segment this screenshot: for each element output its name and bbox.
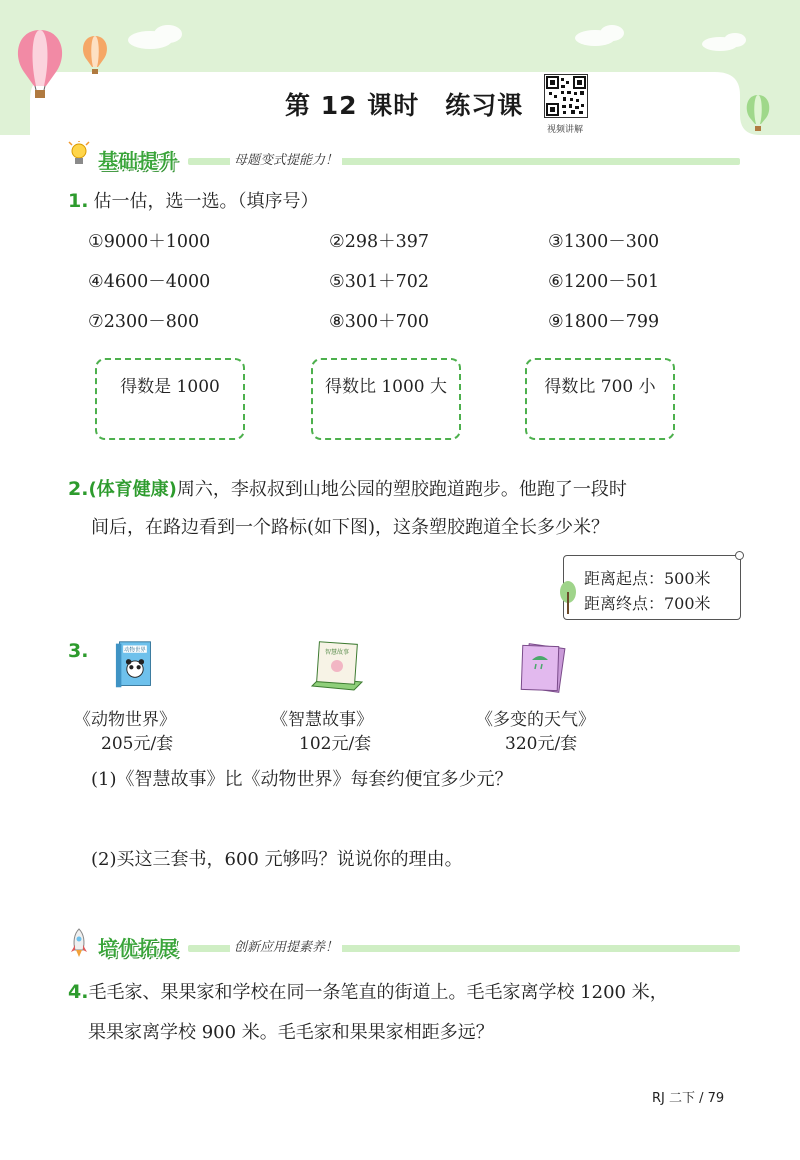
book-cover-title: 动物世界 — [124, 647, 146, 654]
option-8: ⑧300＋700 — [329, 312, 429, 332]
book-cover-title: 智慧故事 — [324, 649, 350, 656]
option-2: ②298＋397 — [329, 232, 429, 252]
option-4: ④4600－4000 — [88, 272, 211, 292]
book-name-3: 《多变的天气》 — [476, 710, 595, 730]
tree-icon — [552, 578, 584, 618]
sign-pin — [735, 551, 744, 560]
question-text-line1: 毛毛家、果果家和学校在同一条笔直的街道上。毛毛家离学校 1200 米， — [88, 982, 668, 1003]
qr-code-icon[interactable] — [544, 74, 588, 118]
box-label: 得数是 1000 — [120, 377, 220, 397]
question-number: 1. — [68, 190, 89, 212]
sign-start-distance: 距离起点：500米 — [584, 569, 711, 588]
option-3: ③1300－300 — [548, 232, 660, 252]
option-5: ⑤301＋702 — [329, 272, 429, 292]
question-number: 3. — [68, 640, 89, 662]
lightbulb-icon — [68, 141, 90, 171]
section-subtitle: 创新应用提素养！ — [230, 936, 342, 955]
book-price-1: 205元/套 — [101, 734, 174, 754]
question-text-line2: 间后，在路边看到一个路标(如下图)，这条塑胶跑道全长多少米？ — [91, 517, 610, 538]
book-changing-weather-icon — [516, 642, 572, 697]
question-3-part-1: (1)《智慧故事》比《动物世界》每套约便宜多少元？ — [91, 769, 513, 790]
sign-end-distance: 距离终点：700米 — [584, 594, 711, 613]
book-name-1: 《动物世界》 — [74, 710, 176, 730]
option-9: ⑨1800－799 — [548, 312, 660, 332]
answer-box-less-700[interactable] — [525, 358, 675, 440]
question-text: 估一估，选一选。（填序号） — [93, 191, 319, 212]
page-title: 第 12 课时 练习课 — [285, 91, 524, 120]
question-tag: (体育健康) — [88, 479, 177, 500]
answer-box-equals-1000[interactable] — [95, 358, 245, 440]
book-price-3: 320元/套 — [505, 734, 578, 754]
book-price-2: 102元/套 — [299, 734, 372, 754]
section-title: 基础提升 — [98, 149, 178, 173]
section-subtitle: 母题变式提能力！ — [230, 149, 342, 168]
page-number: RJ 二下 / 79 — [652, 1091, 725, 1106]
book-wisdom-stories-icon — [308, 640, 364, 695]
option-7: ⑦2300－800 — [88, 312, 200, 332]
question-4 — [68, 978, 668, 1004]
qr-caption: 视频讲解 — [546, 125, 583, 135]
question-text-line1: 周六，李叔叔到山地公园的塑胶跑道跑步。他跑了一段时 — [176, 479, 627, 500]
option-6: ⑥1200－501 — [548, 272, 660, 292]
question-2 — [68, 475, 627, 501]
book-animal-world-icon — [114, 640, 156, 690]
section-advanced-header — [68, 932, 740, 958]
question-text-line2: 果果家离学校 900 米。毛毛家和果果家相距多远？ — [88, 1022, 494, 1043]
answer-box-greater-1000[interactable] — [311, 358, 461, 440]
section-basic-header — [68, 145, 740, 171]
book-name-2: 《智慧故事》 — [271, 710, 373, 730]
question-number: 2. — [68, 478, 89, 500]
distance-sign — [563, 555, 741, 620]
question-number: 4. — [68, 981, 89, 1003]
box-label: 得数比 700 小 — [544, 377, 656, 397]
question-3-part-2: (2)买这三套书，600 元够吗？说说你的理由。 — [91, 849, 463, 870]
section-title: 培优拓展 — [98, 936, 178, 960]
option-1: ①9000＋1000 — [88, 232, 211, 252]
question-1 — [68, 187, 319, 213]
box-label: 得数比 1000 大 — [324, 377, 448, 397]
rocket-icon — [68, 928, 90, 958]
